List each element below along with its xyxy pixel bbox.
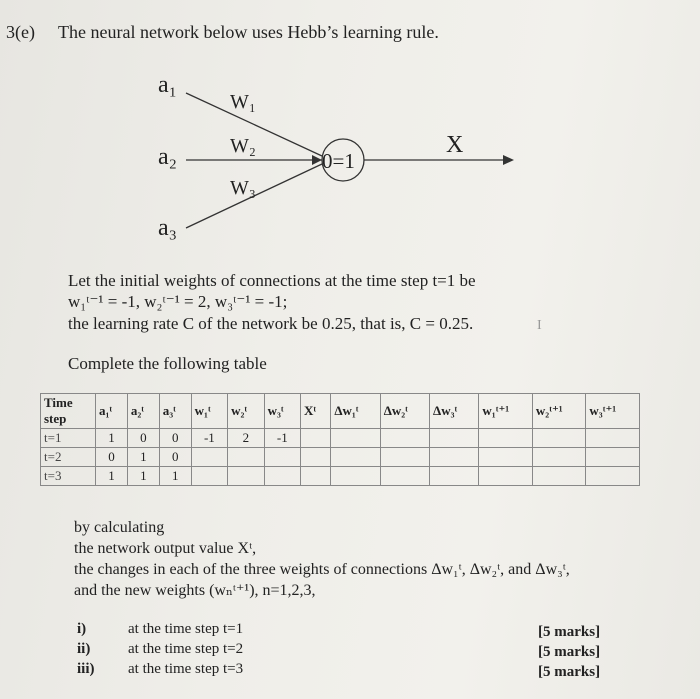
header-cell: a₂ᵗ [127,394,159,429]
table-cell [380,467,429,486]
item-text: at the time step t=1 [128,621,244,637]
table-cell [479,448,533,467]
table-cell [586,467,640,486]
table-cell [479,467,533,486]
question-title: The neural network below uses Hebb’s learning rule. [58,22,439,42]
table-cell [586,448,640,467]
weight-w3: W₃ [230,177,256,199]
table-cell: 1 [96,467,128,486]
table-cell: 0 [159,448,191,467]
table-cell: 1 [96,429,128,448]
text-cursor-icon: I [537,318,542,333]
item-marks: [5 marks] [538,644,601,660]
table-row [41,448,640,467]
table-cell [430,448,479,467]
header-cell: a₃ᵗ [159,394,191,429]
header-cell: Δw₃ᵗ [430,394,479,429]
header-cell: Δw₂ᵗ [380,394,429,429]
table-cell [430,467,479,486]
item-number: i) [77,621,87,637]
intro-line-4: Complete the following table [68,354,267,373]
header-cell: Xᵗ [301,394,331,429]
input-a3: a₃ [158,215,178,241]
table-cell: 1 [127,467,159,486]
table-cell [228,448,264,467]
item-text: at the time step t=3 [128,661,244,677]
header-cell: w₁ᵗ [191,394,227,429]
item-number: iii) [77,661,95,677]
instruction-line-2: the network output value Xᵗ, [74,540,257,557]
table-cell: 0 [159,429,191,448]
table-cell [191,467,227,486]
neuron-label: 0=1 [322,149,355,173]
table-row [41,429,640,448]
weight-w2: W₂ [230,135,256,157]
table-cell [301,429,331,448]
header-cell: w₂ᵗ⁺¹ [532,394,586,429]
header-cell: w₃ᵗ⁺¹ [586,394,640,429]
item-number: ii) [77,641,91,657]
table-cell [301,467,331,486]
table-cell [264,448,300,467]
table-row [41,467,640,486]
table-cell [331,467,380,486]
table-cell [380,448,429,467]
table-cell: 1 [159,467,191,486]
table-cell [532,429,586,448]
table-cell [380,429,429,448]
weight-w1: W₁ [230,91,256,113]
table-cell [532,467,586,486]
input-a1: a₁ [158,72,178,98]
weights-table [40,393,640,486]
table-cell [586,429,640,448]
instruction-line-1: by calculating [74,519,165,536]
table-cell: t=2 [41,448,96,467]
item-text: at the time step t=2 [128,641,244,657]
table-cell: -1 [191,429,227,448]
table-cell [228,467,264,486]
network-diagram [0,0,700,280]
table-header-row [41,394,640,429]
table-cell: t=1 [41,429,96,448]
header-cell: a₁ᵗ [96,394,128,429]
table-cell: 1 [127,448,159,467]
table-cell [331,448,380,467]
intro-line-1: Let the initial weights of connections at the time step t=1 be [68,271,476,290]
table-cell [430,429,479,448]
table-cell: 0 [127,429,159,448]
table-cell: 0 [96,448,128,467]
table-cell [479,429,533,448]
arrowhead-output [503,155,514,165]
input-a2: a₂ [158,144,178,170]
header-cell: w₁ᵗ⁺¹ [479,394,533,429]
question-number: 3(e) [6,22,35,42]
table-cell: -1 [264,429,300,448]
instruction-line-3: the changes in each of the three weights of connections Δw₁ᵗ, Δw₂ᵗ, and Δw₃ᵗ, [74,561,570,578]
table-cell [532,448,586,467]
item-marks: [5 marks] [538,624,601,640]
table-cell [191,448,227,467]
table-cell [264,467,300,486]
table-cell [331,429,380,448]
intro-line-3: the learning rate C of the network be 0.25, that is, C = 0.25. [68,314,474,333]
instruction-line-4: and the new weights (wₙᵗ⁺¹), n=1,2,3, [74,582,316,599]
table-cell [301,448,331,467]
table-cell: t=3 [41,467,96,486]
header-cell: Δw₁ᵗ [331,394,380,429]
header-cell: w₃ᵗ [264,394,300,429]
intro-line-2: w₁ᵗ⁻¹ = -1, w₂ᵗ⁻¹ = 2, w₃ᵗ⁻¹ = -1; [68,292,288,311]
item-marks: [5 marks] [538,664,601,680]
output-x: X [446,132,464,158]
header-cell: w₂ᵗ [228,394,264,429]
table-cell: 2 [228,429,264,448]
header-cell: Time step [41,394,96,429]
arrowhead-neuron [312,155,322,165]
